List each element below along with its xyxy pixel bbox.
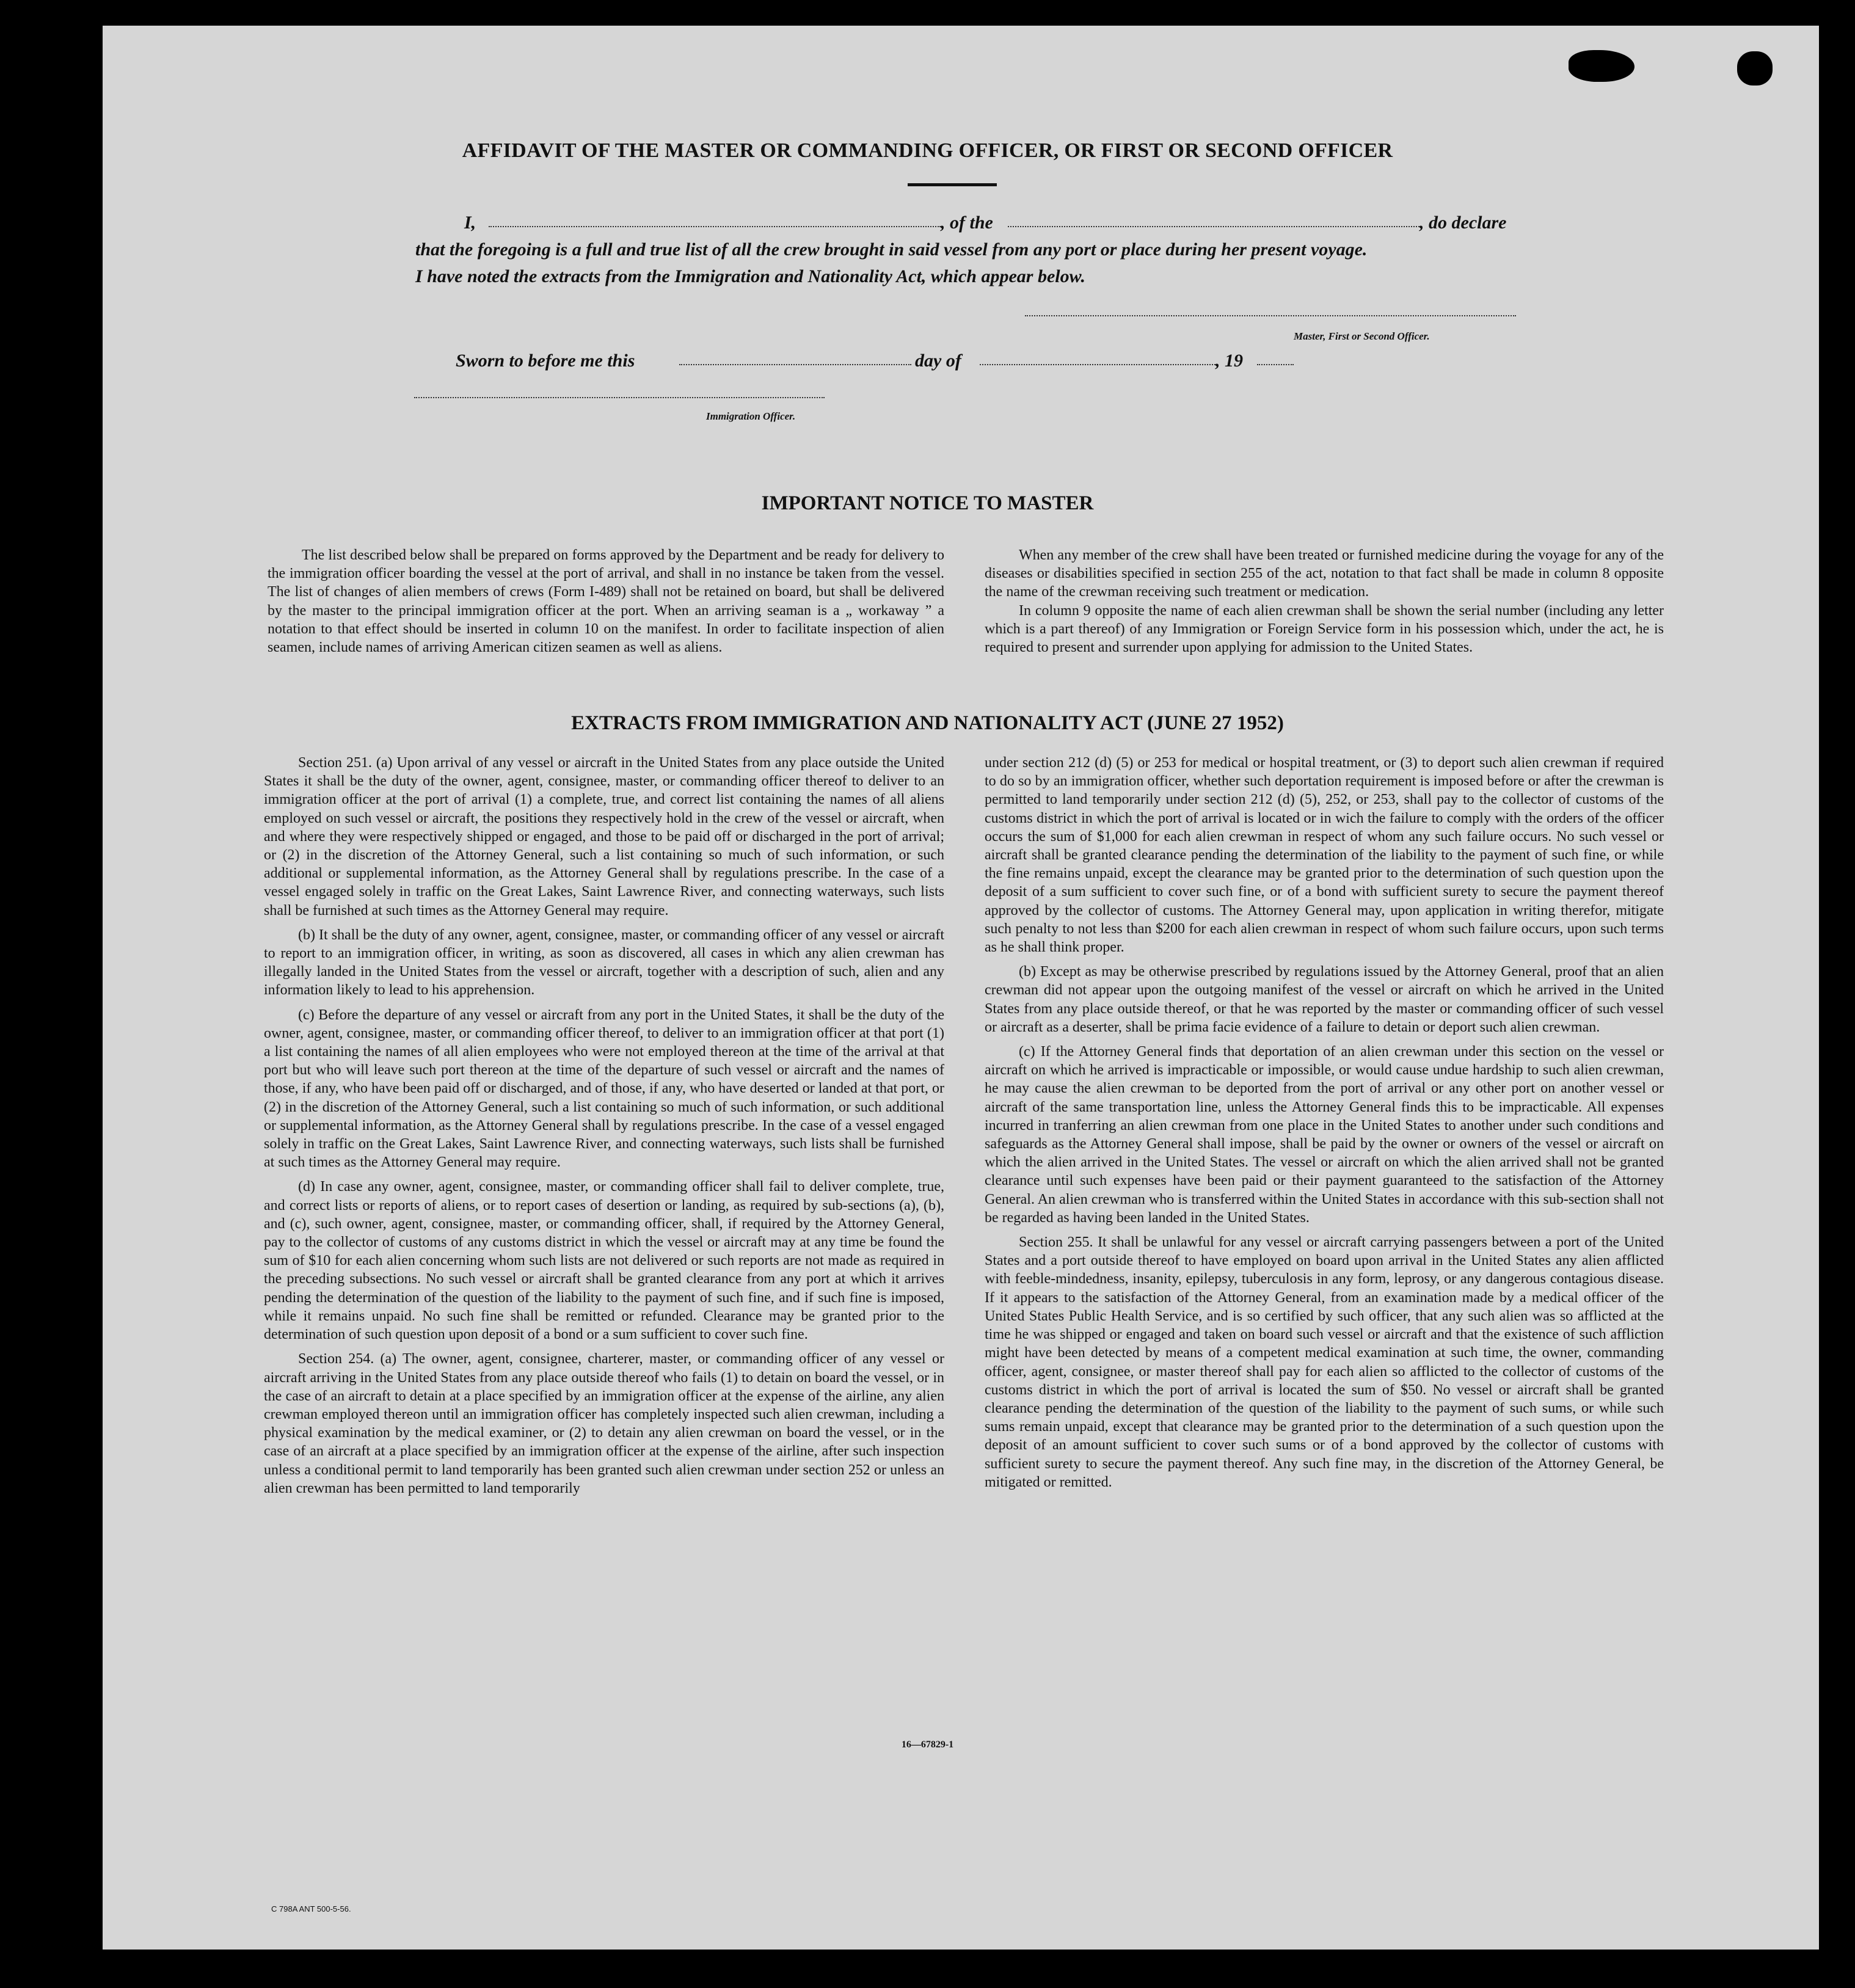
- master-label: Master, First or Second Officer.: [1294, 330, 1430, 342]
- affidavit-of-the: , of the: [941, 213, 993, 233]
- sworn-day-blank: [679, 352, 911, 368]
- extracts-left-column: [264, 754, 944, 1504]
- affidavit-line2: that the foregoing is a full and true list of all the crew brought in said vessel from any port or place during her present voyage.: [415, 239, 1368, 260]
- notice-paragraph: When any member of the crew shall have been treated or furnished medicine during the voyage for any of the diseases or disabilities specified in section 255 of the act, notation to that fact shall be made in column 8 opposite the name of the crewman receiving such treatment or medication.: [985, 547, 1664, 600]
- month-blank: [980, 352, 1215, 368]
- affidavit-declare: , do declare: [1419, 213, 1507, 233]
- extracts-right-column: [985, 754, 1664, 1498]
- section-paragraph: under section 212 (d) (5) or 253 for medical or hospital treatment, or (3) to deport such alien crewman if required to do so by an immigration officer, whether such deportation requirement is imposed before or after the crewman is permitted to land temporarily under section 212 (d) (5), 252, or 253, shall pay to the collector of customs of the customs district in which the port of arrival is located or in wich the failure to comply with the orders of the officer occurs the sum of $1,000 for each alien crewman in respect of whom any such failure occurs. No such vessel or aircraft shall be granted clearance pending the determination of the liability to the payment of such fine, or while the fine remains unpaid, except the clearance may be granted prior to the determination of such question upon the deposit of a sum sufficient to cover such fine, or of a bond with sufficient surety to secure the payment thereof approved by the collector of customs. The Attorney General may, upon application in writing therefor, mitigate such penalty to not less than $200 for each alien crewman in respect of whom such failure occurs, upon such terms as he shall think proper.: [985, 755, 1664, 956]
- section-paragraph: (b) It shall be the duty of any owner, agent, consignee, master, or commanding officer of any vessel or aircraft to report to an immigration officer, in writing, as soon as discovered, all cases in which any alien crewman has illegally landed in the United States from the vessel or aircraft, together with a description of such, alien and any information likely to lead to his apprehension.: [264, 927, 944, 999]
- affidavit-line3: I have noted the extracts from the Immigration and Nationality Act, which appear below.: [415, 266, 1085, 286]
- section-paragraph: Section 251. (a) Upon arrival of any vessel or aircraft in the United States from any place outside the United States it shall be the duty of the owner, agent, consignee, master, or commanding officer thereof to deliver to an immigration officer at the port of arrival (1) a complete, true, and correct list containing the names of all aliens employed on such vessel or aircraft, the positions they respectively hold in the crew of the vessel or aircraft, when and where they were respectively shipped or engaged, and those to be paid off or discharged in the port of arrival; or (2) in the discretion of the Attorney General, such a list containing so much of such information, or such additional or supplemental information, as the Attorney General shall by regulations prescribe. In the case of a vessel engaged solely in traffic on the Great Lakes, Saint Lawrence River, and connecting waterways, such lists shall be furnished at such times as the Attorney General may require.: [264, 755, 944, 919]
- vessel-blank: [1008, 214, 1419, 230]
- affidavit-i: I,: [464, 213, 476, 233]
- punch-hole: [1737, 51, 1773, 86]
- section-paragraph: (c) Before the departure of any vessel or aircraft from any port in the United States, it shall be the duty of the owner, agent, consignee, master, or commanding officer thereof, to deliver to an immigration officer at that port (1) a list containing the names of all alien employees who were not employed thereon at the time of the arrival at that port but who will leave such port thereon at the time of the departure of such vessel or aircraft and the names of those, if any, who have been paid off or discharged, and of those, if any, who have deserted or landed at that port, or (2) in the discretion of the Attorney General, such a list containing so much of such information, or such additional or supplemental information, as the Attorney General shall by regulations prescribe. In the case of a vessel engaged solely in traffic on the Great Lakes, Saint Lawrence River, and connecting waterways, such lists shall be furnished at such times as the Attorney General may require.: [264, 1007, 944, 1171]
- section-paragraph: Section 254. (a) The owner, agent, consignee, charterer, master, or commanding officer of any vessel or aircraft arriving in the United States from any place outside thereof who fails (1) to detain on board the vessel, or in the case of an aircraft to detain at a place specified by an immigration officer at the expense of the airline, any alien crewman employed thereon until an immigration officer has completely inspected such alien crewman, including a physical examination by the medical examiner, or (2) to detain any alien crewman on board the vessel, or in the case of an aircraft at a place specified by an immigration officer at the expense of the airline, after such inspection unless a conditional permit to land temporarily has been granted such alien crewman under section 252 or unless an alien crewman has been permitted to land temporarily: [264, 1351, 944, 1496]
- notice-paragraph: The list described below shall be prepared on forms approved by the Department and be ready for delivery to the immigration officer boarding the vessel at the port of arrival, and shall in no instance be taken from the vessel. The list of changes of alien members of crews (Form I-489) shall not be retained on board, but shall be delivered by the master to the principal immigration officer at the port. When an arriving seaman is a „ workaway ” a notation to that effect should be inserted in column 10 on the manifest. In order to facilitate inspection of alien seamen, include names of arriving American citizen seamen as well as aliens.: [268, 547, 944, 656]
- section-paragraph: (b) Except as may be otherwise prescribed by regulations issued by the Attorney General, proof that an alien crewman did not appear upon the outgoing manifest of the vessel or aircraft on which he arrived in the United States from any place outside thereof, or that he was reported by the master or commanding officer of such vessel or aircraft as a deserter, shall be prima facie evidence of a failure to detain or deport such alien crewman.: [985, 964, 1664, 1035]
- notice-left-column: [268, 546, 944, 663]
- master-signature-line: [1025, 315, 1516, 316]
- document-code: 16—67829-1: [901, 1739, 954, 1750]
- notice-right-column: [985, 546, 1664, 663]
- sworn-label: Sworn to before me this: [456, 351, 635, 371]
- section-paragraph: (c) If the Attorney General finds that deportation of an alien crewman under this section on the vessel or aircraft on which he arrived is impracticable or impossible, or would cause undue hardship to such alien crewman, he may cause the alien crewman to be deported from the port of arrival or any other port on another vessel or aircraft of the same transportation line, unless the Attorney General finds this to be impracticable. All expenses incurred in tranferring an alien crewman from one place in the United States to another under such conditions and safeguards as the Attorney General shall impose, shall be paid by the owner or owners of the vessel or aircraft on which the alien arrived in the United States. The vessel or aircraft on which the alien arrived shall not be granted clearance until such expenses have been paid or their payment guaranteed to the satisfaction of the Attorney General. An alien crewman who is transferred within the United States in accordance with this sub-section shall not be regarded as having been landed in the United States.: [985, 1044, 1664, 1226]
- notice-title: IMPORTANT NOTICE TO MASTER: [761, 492, 1094, 514]
- form-number: C 798A ANT 500-5-56.: [271, 1904, 351, 1913]
- notice-paragraph: In column 9 opposite the name of each alien crewman shall be shown the serial number (including any letter which is a part thereof) of any Immigration or Foreign Service form in his possession which, under the act, he is required to present and surrender upon applying for admission to the United States.: [985, 602, 1664, 656]
- officer-signature-line: [414, 397, 825, 398]
- section-paragraph: (d) In case any owner, agent, consignee, master, or commanding officer shall fail to deliver complete, true, and correct lists or reports of aliens, or to report cases of desertion or landing, as required by sub-sections (a), (b), and (c), such owner, agent, consignee, master, or commanding officer, shall, if required by the Attorney General, pay to the collector of customs of any customs district in which the vessel or aircraft may at any time be found the sum of $10 for each alien concerning whom such lists are not delivered or such reports are not made as required in the preceding subsections. No such vessel or aircraft shall be granted clearance from any port at which it arrives pending the determination of the question of the liability to the payment of such fine, and if such fine is imposed, while it remains unpaid. No such fine shall be remitted or refunded. Clearance may be granted prior to the determination of such question upon deposit of a bond or a sum sufficient to cover such fine.: [264, 1179, 944, 1343]
- extracts-title: EXTRACTS FROM IMMIGRATION AND NATIONALITY ACT (JUNE 27 1952): [571, 712, 1284, 734]
- name-blank: [489, 214, 941, 230]
- title-rule: [908, 183, 997, 186]
- officer-label: Immigration Officer.: [706, 410, 796, 422]
- year-blank: [1257, 352, 1294, 368]
- section-paragraph: Section 255. It shall be unlawful for any vessel or aircraft carrying passengers between a port of the United States and a port outside thereof to have employed on board upon arrival in the United States any alien afflicted with feeble-mindedness, insanity, epilepsy, tuberculosis in any form, leprosy, or any dangerous contagious disease. If it appears to the satisfaction of the Attorney General, from an examination made by a medical officer of the United States Public Health Service, and is so certified by such officer, that any such alien was so afflicted at the time he was shipped or engaged and taken on board such vessel or aircraft and that the existence of such affliction might have been detected by means of a competent medical examination at such time, the owner, commanding officer, agent, consignee, or master thereof shall pay for each alien so afflicted to the collector of customs of the customs district in which the port of arrival is located the sum of $50. No vessel or aircraft shall be granted clearance pending the determination of the question of the liability to the payment of such sums, or while such sums remain unpaid, except that clearance may be granted prior to the determination of a such question upon the deposit of an amount sufficient to cover such sums or of a bond approved by the collector of customs with sufficient surety to secure the payment thereof. Any such fine may, in the discretion of the Attorney General, be mitigated or remitted.: [985, 1234, 1664, 1490]
- punch-hole: [1569, 50, 1635, 82]
- day-of-label: day of: [915, 351, 961, 371]
- year-label: , 19: [1215, 351, 1243, 371]
- affidavit-title: AFFIDAVIT OF THE MASTER OR COMMANDING OFFICER, OR FIRST OR SECOND OFFICER: [462, 139, 1393, 162]
